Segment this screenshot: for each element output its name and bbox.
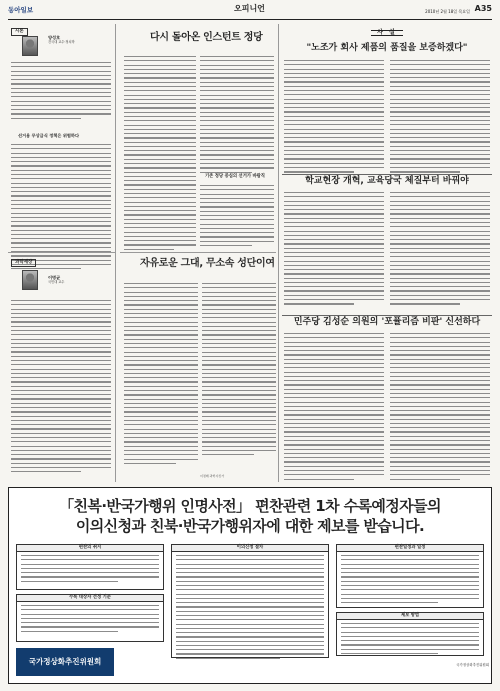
editorial-title: "노조가 회사 제품의 품질을 보증하겠다" [306,43,468,53]
masthead: 동아일보 [8,6,34,14]
ad-headline-line2: 이의신청과 친북·반국가행위자에 대한 제보를 받습니다. [75,517,425,535]
ad-footer: 국가정상화추진위원회 [456,663,489,667]
advertisement [8,487,492,684]
author-byline [48,276,64,284]
article-headline: 다시 돌아온 인스턴트 정당 [150,32,263,43]
ad-info-box [16,594,164,642]
organization-logo: 국가정상화추진위원회 [16,648,114,676]
ad-info-box [171,544,329,658]
author-affiliation: 건국대 교수·정치학 [48,40,75,45]
column-tag-opinion: 시론 [11,28,28,36]
ad-box-heading: 수록 대상자 선정 기준 [17,595,163,602]
editorial-body-text [284,333,384,483]
column-divider [278,24,279,482]
ad-box-heading: 이의신청 절차 [172,545,328,552]
divider [8,252,116,253]
author-photo [22,270,38,290]
column-tag-science: 과학세상 [11,259,36,267]
editorial-header [282,30,492,36]
ad-box-heading: 제보 방법 [337,613,483,620]
column-body-text [11,62,111,122]
author-photo [22,36,38,56]
column-body-text [11,300,111,476]
editorial-body-text [390,60,490,176]
author-byline [48,36,75,44]
column-body-text [11,144,111,272]
editorial-body-text [390,192,490,308]
author-name: 이명균 [48,275,61,280]
article-credit: 이정배 과학사진가 [200,474,225,478]
page-number: A35 [474,4,492,13]
left-column [8,24,116,482]
ad-headline-line1: 「친복·반국가행위 인명사전」 편찬관련 1차 수록예정자들의 [59,497,441,515]
column-subhead: 선거용 무상급식 정책은 위험하다 [18,133,80,138]
divider [120,252,276,253]
editorial-title: 민주당 김성순 의원의 '포퓰리즘 비판' 신선하다 [282,315,492,324]
issue-date: 2010년 2월 18일 목요일 [425,9,470,14]
editorial-body-text [284,60,384,176]
article-body-text [124,283,198,467]
editorial-title: 학교현장 개혁, 교육당국 체질부터 바꿔야 [282,174,492,183]
article-body-text [200,185,274,249]
page-header [8,6,492,20]
article-body-text [124,56,196,253]
article-headline: 자유로운 그대, 무소속 성단이여 [140,258,275,269]
ad-info-box [16,544,164,590]
editorial-body-text [284,192,384,308]
editorial-body-text [390,333,490,483]
article-body-text [200,56,274,176]
ad-info-box [336,544,484,608]
section-title: 오피니언 [234,4,265,13]
article-subhead: 기존 정당 중심의 선거가 바람직 [205,174,265,179]
ad-box-heading: 편찬의 취지 [17,545,163,552]
ad-headline [19,496,481,536]
author-name: 양성호 [48,35,61,40]
article-body-text [202,283,276,459]
ad-info-box [336,612,484,656]
ad-box-heading: 편찬일정과 일정 [337,545,483,552]
author-affiliation: 국민대 교수 [48,280,65,285]
editorial-label: 사 설 [371,30,403,36]
